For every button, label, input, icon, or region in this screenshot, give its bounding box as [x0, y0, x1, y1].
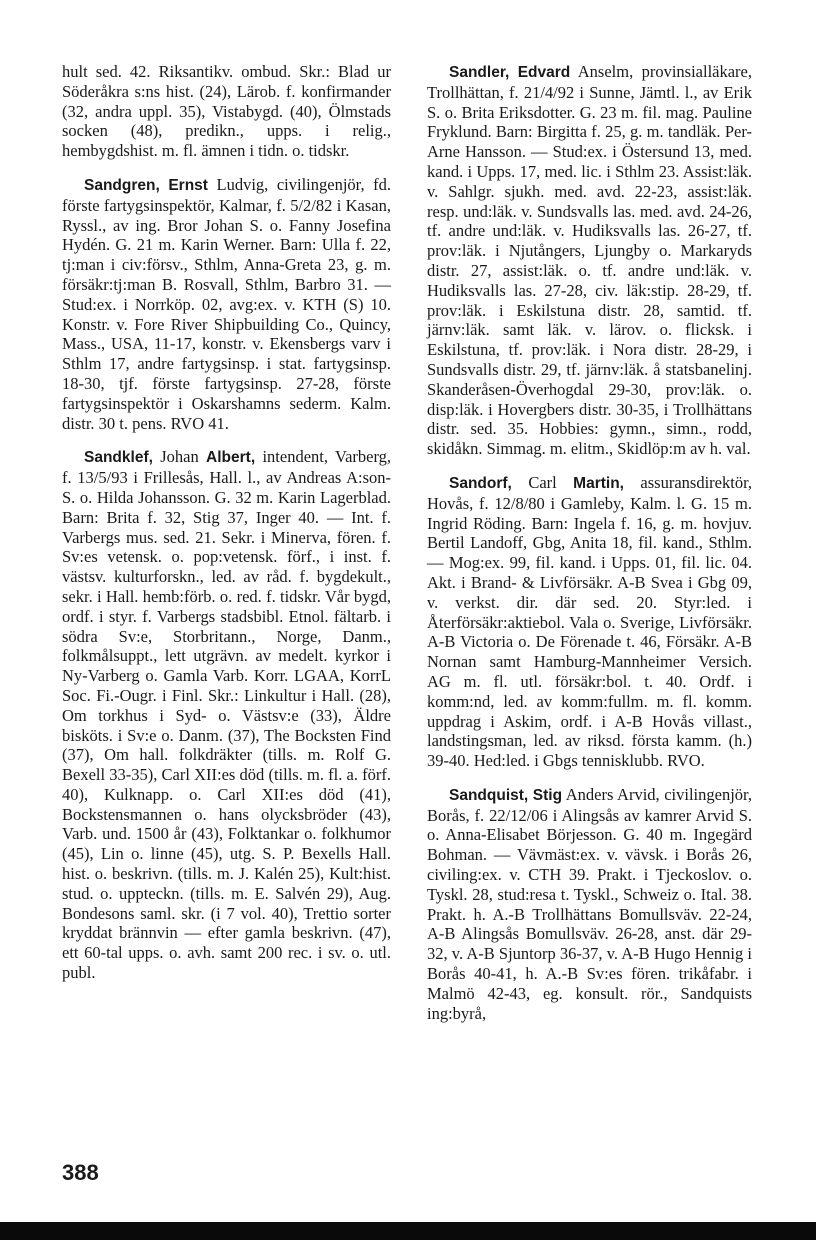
entry-surname: Sandorf, [449, 474, 512, 492]
entry-body: Ludvig, civilingenjör, fd. förste fartygsinspektör, Kalmar, f. 5/2/82 i Kasan, Ryssl., av ing. Bror Johan S. o. Fanny Josefina Hydén. G. 21 m. Karin Werner. Barn: Ulla f. 22, tj:man i civ:försv., Sthlm, Anna-Greta 23, g. m. försäkr:tj:man B. Rosvall, Sthlm, Barbro 31. — Stud:ex. i Norrköp. 02, avg:ex. v. KTH (S) 10. Konstr. v. Fore River Shipbuilding Co., Quincy, Mass., USA, 11-17, konstr. v. Ekensbergs varv i Sthlm 17, andre fartygsinsp. i stat. fartygsinsp. 18-30, tjf. förste fartygsinsp. 27-28, förste fartygsinspektör i Oskarshamns sederm. Kalm. distr. 30 t. pens. RVO 41. [62, 174, 392, 433]
left-column [62, 62, 391, 997]
entry-first-name: Carl [528, 472, 557, 492]
entry-sandler [427, 62, 752, 459]
entry-first-name: Ernst [168, 176, 208, 194]
entry-sandklef [62, 447, 391, 983]
entry-body: Anders Arvid, civilingenjör, Borås, f. 22/12/06 i Alingsås av kamrer Arvid S. o. Anna-Elisabet Börjesson. G. 40 m. Ingegärd Bohman. — Vävmäst:ex. v. vävsk. i Borås 26, civiling:ex. v. CTH 39. Prakt. i Tjeckoslov. o. Tyskl. 28, stud:resa t. Tyskl., Schweiz o. Ital. 38. Prakt. h. A.-B Trollhättans Bomullsväv. 22-24, A-B Alingsås Bomullsväv. 26-28, anst. där 29-32, v. A-B Sjuntorp 36-37, v. A-B Hugo Hennig i Borås 40-41, h. A.-B Sv:es fören. trikåfabr. i Malmö 42-43, eg. konsult. rör., Sandquists ing:byrå, [427, 784, 752, 1023]
entry-callname: Martin, [573, 474, 624, 492]
entry-surname: Sandler, [449, 64, 510, 81]
entry-sandorf [427, 473, 752, 771]
entry-surname: Sandgren, [84, 176, 160, 194]
entry-surname: Sandklef, [84, 449, 153, 467]
entry-body: intendent, Varberg, f. 13/5/93 i Frillesås, Hall. l., av Andreas A:son-S. o. Hilda Johansson. G. 32 m. Karin Lagerblad. Barn: Brita f. 32, Stig 37, Inger 40. — Int. f. Varbergs mus. sed. 21. Sekr. i Minerva, fören. f. Sv:es vetensk. o. pop:vetensk. förf., i inst. f. västsv. kulturforskn., led. av råd. f. bygdekult., sekr. i Hall. hemb:förb. o. red. f. tidskr. Vår bygd, ordf. i styr. f. Varbergs stadsbibl. Etnol. fältarb. i södra Sv:e, Storbritann., Norge, Danm., folkmålsuppt., lett utgrävn. av medelt. kyrkor i Ny-Varberg o. Gamla Varb. Korr. LGAA, KorrL Soc. Fi.-Ougr. i Finl. Skr.: Linkultur i Hall. (28), Om torkhus i Syd- o. Västsv:e (33), Äldre bisköts. i Sv:e o. Danm. (37), The Bocksten Find (37), Om hall. folkdräkter (tills. m. Rolf G. Bexell 33-35), Carl XII:es död (tills. m. fl. a. förf. 40), Kulknapp. o. Carl XII:es död (41), Bockstensmannen o. hans olycksbröder (43), Varb. und. 1500 år (43), Folktankar o. folkhumor (45), Lin o. linne (45), utg. S. P. Bexells Hall. hist. o. beskrivn. (tills. m. J. Kalén 25), Kult:hist. stud. o. uppteckn. (tills. m. E. Salvén 29), Aug. Bondesons saml. skr. (i 7 vol. 40), Trettio sorter kryddat brännvin — efter gamla beskrivn. (47), ett 60-tal upps. o. avh. samt 200 rec. i sv. o. utl. publ. [62, 447, 392, 983]
continuation-text: hult sed. 42. Riksantikv. ombud. Skr.: Blad ur Söderåkra s:ns hist. (24), Lärob. f. konfirmander (32, andra uppl. 35), Vistabygd. (40), Ölmstads socken (48), predikn., upps. i relig., hembygdshist. m. fl. ämnen i tidn. o. tidskr. [62, 62, 391, 161]
entry-callname: Albert, [206, 449, 256, 467]
right-column [427, 62, 752, 1037]
bottom-rule [0, 1222, 816, 1240]
entry-body: assuransdirektör, Hovås, f. 12/8/80 i Gamleby, Kalm. l. G. 15 m. Ingrid Röding. Barn: Ingela f. 16, g. m. hovjuv. Bertil Landoff, Gbg, Anita 18, fil. kand., Sthlm. — Mog:ex. 99, fil. kand. i Upps. 01, fil. lic. 04. Akt. i Brand- & Livförsäkr. A-B Svea i Gbg 09, v. verkst. dir. där sed. 20. Styr:led. i Återförsäkr:aktiebol. Vala o. Sverige, Livförsäkr. A-B Victoria o. De Förenade t. 46, Försäkr. A-B Nornan samt Hamburg-Mannheimer Versich. AG m. fl. utl. försäkr:bol. t. 40. Ordf. i komm:nd, led. av komm:fullm. m. fl. komm. uppdrag i Askim, ordf. i A-B Hovås villast., landstingsman, led. av riksd. första kamm. (h.) 39-40. Hed:led. i Gbgs tennisklubb. RVO. [427, 472, 753, 771]
page-number: 388 [62, 1160, 99, 1185]
entry-first-name: Johan [160, 447, 199, 467]
entry-sandquist [427, 785, 752, 1024]
entry-surname: Sandquist, [449, 786, 529, 804]
entry-body: Anselm, provinsialläkare, Trollhättan, f. 21/4/92 i Sunne, Jämtl. l., av Erik S. o. Brita Eriksdotter. G. 23 m. fil. mag. Pauline Fryklund. Barn: Birgitta f. 25, g. m. tandläk. Per-Arne Hansson. — Stud:ex. i Östersund 13, med. kand. i Upps. 17, med. lic. i Sthlm 23. Assist:läk. v. Sahlgr. sjukh. med. avd. 22-23, assist:läk. resp. und:läk. v. Sundsvalls las. med. avd. 24-26, tf. andre und:läk. v. Hudiksvalls las. 26-27, tf. prov:läk. i Njutångers, Ljungby o. Markaryds distr. 27, assist:läk. o. tf. andre und:läk. v. Hudiksvalls las. 27-28, civ. läk:stip. 28-29, tf. prov:läk. i Eskilstuna distr. 28, samtid. tf. järnv:läk. samt läk. v. lärov. o. flicksk. i Eskilstuna, tf. prov:läk. i Nora distr. 28-29, i Sundsvalls distr. 29, tf. järnv:läk. å statsbanelinj. Skanderåsen-Överhogdal 29-30, prov:läk. o. disp:läk. i Hovergbers distr. 30-35, i Trollhättans distr. sed. 35. Hobbies: gymn., simn., rodd, skidåkn. Simmag. m. elitm., Skidlöp:m av h. val. [427, 62, 753, 459]
entry-sandgren [62, 175, 391, 433]
entry-first-name: Edvard [517, 64, 571, 81]
entry-first-name: Stig [532, 786, 563, 804]
